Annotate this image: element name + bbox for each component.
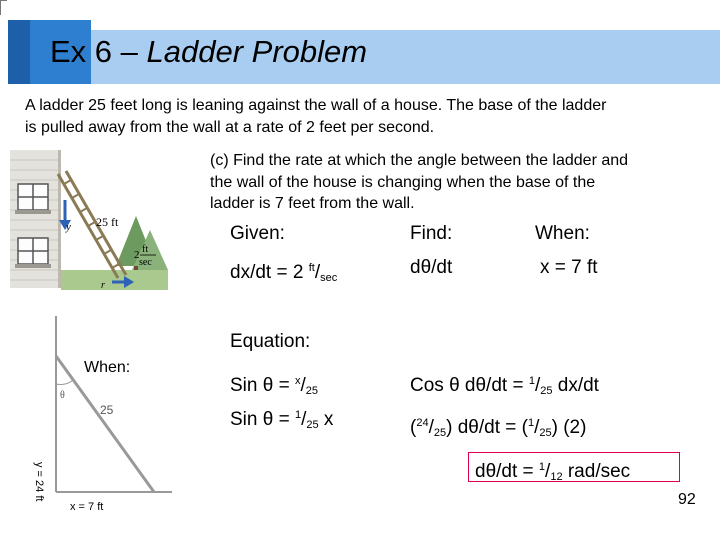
eq1-sub: 25 xyxy=(305,385,318,397)
window-upper xyxy=(15,184,51,214)
ans-sup: 1 xyxy=(538,461,546,473)
hypotenuse-label: 25 xyxy=(100,403,114,417)
deriv-sub: 25 xyxy=(540,385,553,397)
rate-unit-top: ft xyxy=(142,244,149,255)
ans-text: dθ/dt = xyxy=(475,461,539,482)
when-expression: x = 7 ft xyxy=(540,257,598,278)
problem-line-1: A ladder 25 feet long is leaning against the wall of a house. The base of the ladder xyxy=(25,97,607,114)
eq2-sup: 1 xyxy=(294,409,302,421)
equation-2: Sin $\theta = ^1/_{25}$ x xyxy=(230,409,334,431)
derivative-equation: Cos θ $d\theta/dt = ^1/_{25}$ dx/dt xyxy=(410,375,599,397)
title-main: Ex 6 – xyxy=(50,34,147,69)
deriv-tail: dx/dt xyxy=(552,375,599,396)
window-lower xyxy=(15,238,51,268)
given-unit-num: ft xyxy=(308,262,315,274)
part-c-line-3: ladder is 7 feet from the wall. xyxy=(210,195,415,212)
given-expr: dx/dt = 2 xyxy=(230,262,309,283)
eq1-sup: x xyxy=(294,375,301,387)
eq2-text: Sin θ = xyxy=(230,409,295,430)
sub-sub-2: 25 xyxy=(539,427,552,439)
given-unit-den: sec xyxy=(320,272,338,284)
angle-label: θ xyxy=(60,390,65,401)
rate-unit-bottom: sec xyxy=(139,257,152,268)
r-var-label: r xyxy=(101,280,105,291)
problem-line-2: is pulled away from the wall at a rate of 2 feet per second. xyxy=(25,119,435,136)
answer-equation: $d\theta/dt = ^1/_{12}$ rad/sec xyxy=(475,461,631,483)
sub-sub-1: 25 xyxy=(433,427,447,439)
triangle-diagram xyxy=(18,306,176,518)
corner-mark xyxy=(0,0,7,15)
y-value-label: y = 24 ft xyxy=(33,462,45,502)
when-label-fig: When: xyxy=(84,359,131,376)
eq2-tail: x xyxy=(318,409,334,430)
ladder-line xyxy=(56,356,154,492)
sub-sup-2: 1 xyxy=(527,417,535,429)
sub-close: ) (2) xyxy=(551,417,587,438)
ans-tail: rad/sec xyxy=(562,461,631,482)
part-c-line-2: the wall of the house is changing when the base of the xyxy=(210,174,596,191)
find-heading: Find: xyxy=(410,223,453,244)
title-italic: Ladder Problem xyxy=(146,34,368,69)
equation-heading: Equation: xyxy=(230,331,311,352)
sub-open: ( xyxy=(410,417,417,438)
eq1-text: Sin θ = xyxy=(230,375,295,396)
sub-middle: ) dθ/dt = ( xyxy=(446,417,528,438)
deriv-sup: 1 xyxy=(528,375,535,387)
y-var-label: y xyxy=(66,221,71,233)
deriv-text: Cos θ dθ/dt = xyxy=(410,375,529,396)
angle-arc xyxy=(56,380,73,385)
ladder-length-label: 25 ft xyxy=(96,215,119,229)
page-number: 92 xyxy=(678,491,696,508)
ans-sub: 12 xyxy=(550,471,563,483)
given-heading: Given: xyxy=(230,223,285,244)
substitution-equation: $(^{24}/_{25}) d\theta/dt = (^1/_{25})$ (2) xyxy=(410,417,587,439)
part-c-line-1: (c) Find the rate at which the angle between the ladder and xyxy=(210,152,629,169)
sub-sup-1: 24 xyxy=(416,417,429,429)
rate-num-label: 2 xyxy=(134,249,140,261)
equation-1: Sin $\theta = ^x/_{25}$ xyxy=(230,375,318,397)
when-heading: When: xyxy=(535,223,590,244)
x-value-label: x = 7 ft xyxy=(70,501,104,513)
find-expression: dθ/dt xyxy=(410,257,453,278)
slide-title xyxy=(50,32,367,72)
ladder-house-illustration xyxy=(8,146,168,292)
eq2-sub: 25 xyxy=(306,419,319,431)
given-expression: dx/dt = 2 $^{ft}/_{sec}$ xyxy=(230,262,338,284)
title-accent-stripe xyxy=(8,20,30,84)
